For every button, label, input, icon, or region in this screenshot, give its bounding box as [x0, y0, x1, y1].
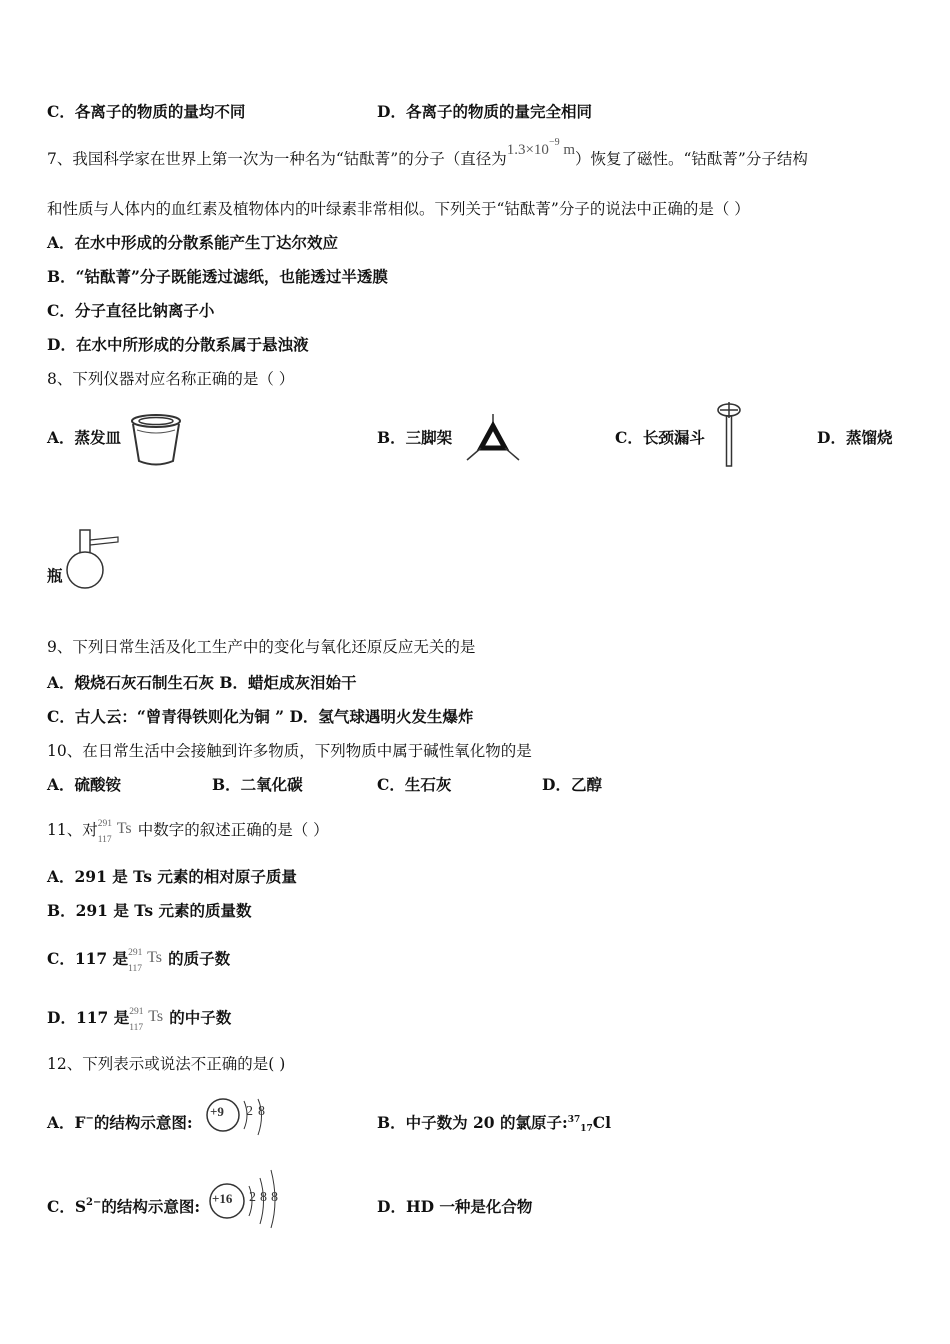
- fluoride-shell-1: 2: [246, 1104, 253, 1119]
- triangle-tripod-icon: [465, 412, 521, 464]
- q6-option-c: C．各离子的物质的量均不同: [47, 102, 246, 121]
- q12-stem: 12、下列表示或说法不正确的是( ): [47, 1055, 286, 1073]
- sulfide-nucleus: +16: [212, 1191, 233, 1206]
- sulfide-shell-2: 8: [260, 1190, 267, 1205]
- q7-diameter: $1.3\times 10^{-9}$ m: [506, 137, 575, 158]
- sulfide-shell-3: 8: [271, 1190, 278, 1205]
- q11-stem: 11、对 291 117 Ts 中数字的叙述正确的是（ ）: [47, 819, 329, 845]
- q7-stem-line1: 7、我国科学家在世界上第一次为一种名为“钴酞菁”的分子（直径为$1.3\times 10^{-9}$ m）恢复了磁性。“钴酞菁”分子结构: [47, 137, 808, 168]
- q9-options-line2: C．古人云：“曾青得铁则化为铜 ” D．氢气球遇明火发生爆炸: [47, 707, 474, 726]
- q7-option-b: B．“钴酞菁”分子既能透过滤纸，也能透过半透膜: [47, 267, 388, 286]
- q8-option-d-cont: 瓶: [47, 566, 63, 585]
- ts-nuclide: 291 117 Ts: [129, 1007, 164, 1033]
- q9-options-line1: A．煅烧石灰石制生石灰 B．蜡炬成灰泪始干: [47, 673, 357, 692]
- q8-option-d: D．蒸馏烧: [817, 428, 893, 447]
- sulfide-shell-1: 2: [249, 1190, 256, 1205]
- q11-option-d: D．117 是 291 117 Ts 的中子数: [47, 1007, 232, 1033]
- q12-option-a: A．F−的结构示意图:: [47, 1113, 193, 1132]
- q10-option-d: D．乙醇: [542, 775, 602, 794]
- q8-stem: 8、下列仪器对应名称正确的是（ ）: [47, 370, 295, 388]
- q9-stem: 9、下列日常生活及化工生产中的变化与氧化还原反应无关的是: [47, 638, 476, 656]
- q12-option-c: C．$S^{2-}$的结构示意图:: [47, 1197, 201, 1216]
- fluoride-nucleus: +9: [210, 1104, 224, 1119]
- q8-option-b: B．三脚架: [377, 428, 453, 447]
- q11-option-a: A．291 是 Ts 元素的相对原子质量: [47, 867, 297, 886]
- distilling-flask-icon: [64, 528, 124, 592]
- evaporating-dish-icon: [128, 412, 184, 468]
- q11-option-c: C．117 是 291 117 Ts 的质子数: [47, 948, 231, 974]
- q10-option-c: C．生石灰: [377, 775, 452, 794]
- separatory-funnel-icon: [714, 400, 744, 468]
- ts-nuclide: 291 117 Ts: [128, 948, 162, 974]
- q8-option-a: A．蒸发皿: [47, 428, 122, 447]
- q10-option-b: B．二氧化碳: [212, 775, 303, 794]
- q7-stem-line2: 和性质与人体内的血红素及植物体内的叶绿素非常相似。下列关于“钴酞菁”分子的说法中正确的是（ ）: [47, 200, 750, 218]
- q12-option-d: D．HD 一种是化合物: [377, 1197, 533, 1216]
- q8-option-c: C．长颈漏斗: [615, 428, 705, 447]
- ts-nuclide: 291 117 Ts: [97, 819, 132, 845]
- q7-option-c: C．分子直径比钠离子小: [47, 301, 215, 320]
- q11-option-b: B．291 是 Ts 元素的质量数: [47, 901, 252, 920]
- q7-option-a: A．在水中形成的分散系能产生丁达尔效应: [47, 233, 339, 252]
- q10-stem: 10、在日常生活中会接触到许多物质，下列物质中属于碱性氧化物的是: [47, 742, 532, 760]
- fluoride-shell-2: 8: [258, 1104, 265, 1119]
- q10-option-a: A．硫酸铵: [47, 775, 122, 794]
- q6-option-d: D．各离子的物质的量完全相同: [377, 102, 592, 121]
- q12-option-b: B．中子数为 20 的氯原子:$^{37}$17Cl: [377, 1113, 611, 1134]
- q7-option-d: D．在水中所形成的分散系属于悬浊液: [47, 335, 309, 354]
